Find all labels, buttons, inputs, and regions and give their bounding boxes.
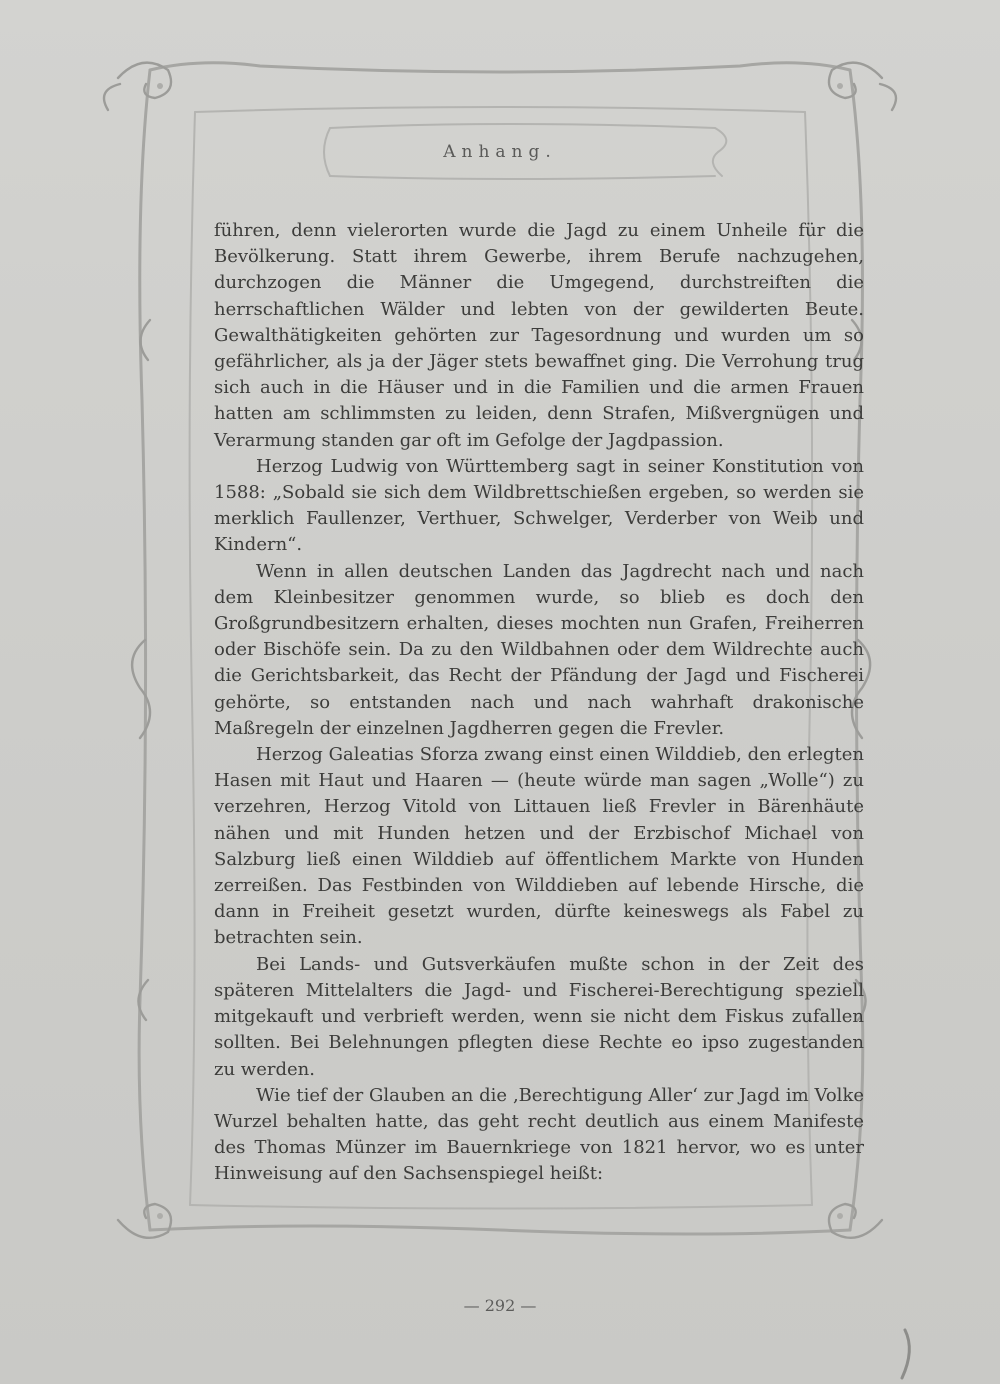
paragraph: führen, denn vielerorten wurde die Jagd zu einem Unheile für die Bevölkerung. Statt ihrem Gewerbe, ihrem Berufe nachzugehen, durchzogen die Männer die Umgegend, durchstreiften die herrschaftlichen Wälder und lebten von der gewilderten Beute. Gewalthätigkeiten gehörten zur Tagesordnung und wurden um so gefährlicher, als ja der Jäger stets bewaffnet ging. Die Verrohung trug sich auch in die Häuser und in die Familien und die armen Frauen hatten am schlimmsten zu leiden, denn Strafen, Mißvergnügen und Verarmung standen gar oft im Gefolge der Jagdpassion.	[214, 220, 864, 451]
body-text	[214, 218, 864, 1188]
paragraph: Herzog Galeatias Sforza zwang einst einen Wilddieb, den erlegten Hasen mit Haut und Haaren — (heute würde man sagen „Wolle“) zu verzehren, Herzog Vitold von Littauen ließ Frevler in Bärenhäute nähen und mit Hunden hetzen und der Erzbischof Michael von Salzburg ließ einen Wilddieb auf öffentlichem Markte von Hunden zerreißen. Das Festbinden von Wilddieben auf lebende Hirsche, die dann in Freiheit gesetzt wurden, dürfte keineswegs als Fabel zu betrachten sein.	[214, 744, 864, 949]
pencil-mark	[902, 1330, 909, 1378]
paragraph: Wenn in allen deutschen Landen das Jagdrecht nach und nach dem Kleinbesitzer genommen wurde, so blieb es doch den Großgrundbesitzern erhalten, dieses mochten nun Grafen, Freiherren oder Bischöfe sein. Da zu den Wildbahnen oder dem Wildrechte auch die Gerichtsbarkeit, das Recht der Pfändung der Jagd und Fischerei gehörte, so entstanden nach und nach wahrhaft drakonische Maßregeln der einzelnen Jagdherren gegen die Frevler.	[214, 560, 864, 739]
paragraph: Herzog Ludwig von Württemberg sagt in seiner Konstitution von 1588: „Sobald sie sich dem Wildbrettschießen ergeben, so werden sie merklich Faullenzer, Verthuer, Schwelger, Verderber von Weib und Kindern“.	[214, 455, 864, 556]
page-number: — 292 —	[463, 1296, 537, 1315]
paragraph: Wie tief der Glauben an die ‚Berechtigung Aller‘ zur Jagd im Volke Wurzel behalten hatte, das geht recht deutlich aus einem Manifeste des Thomas Münzer im Bauernkriege von 1821 hervor, wo es unter Hinweisung auf den Sachsenspiegel heißt:	[214, 1084, 864, 1185]
running-header: Anhang.	[443, 142, 557, 162]
paragraph: Bei Lands- und Gutsverkäufen mußte schon in der Zeit des späteren Mittelalters die Jagd- und Fischerei-Berechtigung speziell mitgekauft und verbrieft werden, wenn sie nicht dem Fiskus zufallen sollten. Bei Belehnungen pflegten diese Rechte eo ipso zugestanden zu werden.	[214, 953, 864, 1080]
